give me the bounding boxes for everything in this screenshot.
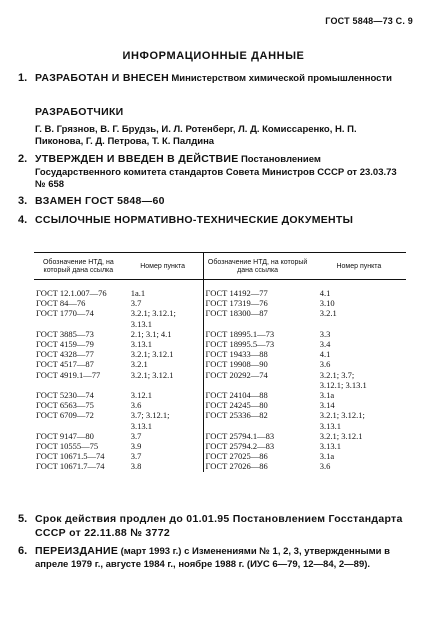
item-number: 2. — [18, 153, 28, 165]
paragraph-number: 3.2.1 — [130, 359, 148, 370]
item-text: Срок действия продлен до 01.01.95 Постановлением Госстандарта СССР от 22.11.88 № 3772 — [35, 513, 403, 539]
ntd-designation: ГОСТ 10555—75 — [36, 441, 99, 452]
ntd-designation: ГОСТ 9147—80 — [36, 430, 94, 441]
page-title: ИНФОРМАЦИОННЫЕ ДАННЫЕ — [122, 50, 305, 62]
paragraph-number: 3.8 — [130, 461, 142, 472]
table-row — [34, 329, 406, 339]
paragraph-number: 3.1а — [319, 390, 335, 401]
table-row — [34, 461, 406, 471]
ntd-designation: ГОСТ 19908—90 — [205, 359, 268, 370]
table-row — [34, 308, 406, 328]
paragraph-number: 3.2.1; 3.12.1 — [130, 349, 174, 360]
paragraph-number: 3.2.1; 3.12.1; — [319, 410, 365, 421]
ntd-designation: ГОСТ 18995.5—73 — [205, 339, 275, 350]
developers-list: Г. В. Грязнов, В. Г. Брудзь, И. Л. Ротенберг, Л. Д. Комиссаренко, Н. П. Пиконова, Г. Д. Петрова, Т. К. Палдина — [35, 123, 357, 147]
paragraph-cell — [123, 339, 203, 349]
paragraph-number: 3.2.1; 3.12.1; — [130, 308, 176, 319]
paragraph-number: 3.2.1 — [319, 308, 337, 319]
paragraph-number: 3.2.1; 3.12.1 — [319, 430, 363, 441]
paragraph-number: 3.12.1; 3.13.1 — [319, 379, 367, 390]
ntd-designation: ГОСТ 6709—72 — [36, 410, 94, 421]
ntd-designation: ГОСТ 5230—74 — [36, 390, 94, 401]
paragraph-number: 3.6 — [130, 400, 142, 411]
paragraph-number: 4.1 — [319, 288, 331, 298]
paragraph-number: 3.13.1 — [319, 441, 341, 452]
paragraph-number: 3.6 — [319, 461, 331, 472]
ntd-designation: ГОСТ 10671.7—74 — [36, 461, 105, 472]
item-text: (март 1993 г.) с Изменениями № 1, 2, 3, утвержденными в апреле 1979 г., августе 1984 г., ноябре 1988 г. (ИУС 6—79, 12—84, 2—89). — [35, 546, 390, 570]
paragraph-cell — [312, 339, 406, 349]
ntd-designation: ГОСТ 25794.1—83 — [205, 430, 275, 441]
item-number: 6. — [18, 545, 28, 557]
item-heading: ВЗАМЕН ГОСТ 5848—60 — [35, 195, 165, 207]
ntd-designation: ГОСТ 19433—88 — [205, 349, 268, 360]
item-1 — [18, 72, 405, 86]
table-row — [34, 441, 406, 451]
table-row — [34, 410, 406, 430]
paragraph-cell — [123, 298, 203, 308]
ntd-designation: ГОСТ 3885—73 — [36, 328, 94, 339]
paragraph-number: 3.13.1 — [319, 420, 341, 431]
ntd-designation: ГОСТ 6563—75 — [36, 400, 94, 411]
paragraph-number: 3.13.1 — [130, 339, 152, 350]
item-heading: УТВЕРЖДЕН И ВВЕДЕН В ДЕЙСТВИЕ — [35, 153, 239, 165]
paragraph-cell — [123, 329, 203, 339]
ntd-designation: ГОСТ 18300—87 — [205, 308, 268, 319]
paragraph-cell — [123, 390, 203, 400]
developers — [35, 106, 405, 149]
ntd-designation: ГОСТ 24104—88 — [205, 390, 268, 401]
item-number: 3. — [18, 195, 28, 207]
paragraph-cell — [312, 390, 406, 400]
reference-table — [34, 252, 406, 472]
table-row — [34, 298, 406, 308]
paragraph-number: 1а.1 — [130, 288, 146, 298]
paragraph-number: 3.2.1; 3.7; — [319, 369, 355, 380]
paragraph-cell — [312, 400, 406, 410]
ntd-designation: ГОСТ 25336—82 — [205, 410, 268, 421]
paragraph-cell — [312, 451, 406, 461]
paragraph-number: 3.4 — [319, 339, 331, 350]
paragraph-cell — [123, 349, 203, 359]
column-header: Номер пункта — [123, 253, 203, 280]
paragraph-cell — [312, 359, 406, 369]
table-row — [34, 359, 406, 369]
paragraph-number: 4.1 — [319, 349, 331, 360]
page-header: ГОСТ 5848—73 С. 9 — [325, 16, 413, 26]
paragraph-cell — [312, 298, 406, 308]
paragraph-cell — [312, 431, 406, 441]
paragraph-number: 3.7 — [130, 430, 142, 441]
paragraph-number: 3.2.1; 3.12.1 — [130, 369, 174, 380]
table-row — [34, 370, 406, 390]
paragraph-number: 3.1а — [319, 451, 335, 462]
paragraph-cell — [312, 410, 406, 430]
table-row — [34, 339, 406, 349]
item-6 — [18, 545, 405, 571]
paragraph-cell — [123, 431, 203, 441]
item-5 — [18, 513, 405, 540]
paragraph-cell — [312, 461, 406, 471]
item-4 — [18, 214, 405, 228]
paragraph-number: 3.7; 3.12.1; — [130, 410, 170, 421]
paragraph-number: 3.13.1 — [130, 318, 152, 329]
paragraph-cell — [312, 329, 406, 339]
ntd-designation: ГОСТ 12.1.007—76 — [36, 288, 107, 298]
paragraph-number: 3.7 — [130, 451, 142, 462]
paragraph-cell — [123, 441, 203, 451]
ntd-designation: ГОСТ 20292—74 — [205, 369, 268, 380]
paragraph-number: 3.3 — [319, 328, 331, 339]
paragraph-cell — [123, 359, 203, 369]
table-row — [34, 390, 406, 400]
paragraph-cell — [123, 451, 203, 461]
paragraph-number: 3.6 — [319, 359, 331, 370]
table-row — [34, 431, 406, 441]
item-number: 5. — [18, 513, 28, 525]
paragraph-number: 3.9 — [130, 441, 142, 452]
ntd-designation: ГОСТ 4328—77 — [36, 349, 94, 360]
paragraph-cell — [123, 461, 203, 471]
paragraph-cell — [123, 410, 203, 430]
ntd-designation: ГОСТ 84—76 — [36, 298, 86, 309]
paragraph-number: 3.14 — [319, 400, 335, 411]
column-header: Номер пункта — [312, 253, 406, 280]
table-row — [34, 400, 406, 410]
table-header-row — [34, 253, 406, 280]
ntd-designation: ГОСТ 1770—74 — [36, 308, 94, 319]
column-header: Обозначение НТД, на который дана ссылка — [34, 253, 123, 280]
item-number: 1. — [18, 72, 28, 84]
ntd-designation: ГОСТ 4517—87 — [36, 359, 94, 370]
paragraph-cell — [123, 370, 203, 390]
paragraph-number: 2.1; 3.1; 4.1 — [130, 328, 172, 339]
ntd-designation: ГОСТ 4919.1—77 — [36, 369, 101, 380]
ntd-designation: ГОСТ 18995.1—73 — [205, 328, 275, 339]
ntd-designation: ГОСТ 27025—86 — [205, 451, 268, 462]
item-3 — [18, 195, 405, 209]
paragraph-number: 3.10 — [319, 298, 335, 309]
table-row — [34, 280, 406, 299]
paragraph-number: 3.7 — [130, 298, 142, 309]
item-number: 4. — [18, 214, 28, 226]
ntd-designation: ГОСТ 24245—80 — [205, 400, 268, 411]
item-heading: ССЫЛОЧНЫЕ НОРМАТИВНО-ТЕХНИЧЕСКИЕ ДОКУМЕНТЫ — [35, 214, 354, 226]
table-row — [34, 451, 406, 461]
item-heading: ПЕРЕИЗДАНИЕ — [35, 545, 119, 557]
paragraph-cell — [123, 280, 203, 299]
ntd-designation: ГОСТ 4159—79 — [36, 339, 94, 350]
item-2 — [18, 153, 405, 192]
table-row — [34, 349, 406, 359]
paragraph-cell — [312, 370, 406, 390]
developers-heading: РАЗРАБОТЧИКИ — [35, 106, 124, 118]
paragraph-cell — [312, 441, 406, 451]
paragraph-cell — [312, 308, 406, 328]
ntd-designation: ГОСТ 27026—86 — [205, 461, 268, 472]
ntd-designation: ГОСТ 10671.5—74 — [36, 451, 105, 462]
paragraph-number: 3.12.1 — [130, 390, 152, 401]
item-heading: РАЗРАБОТАН И ВНЕСЕН — [35, 72, 169, 84]
ntd-designation: ГОСТ 14192—77 — [205, 288, 268, 298]
item-text: Постановлением Государственного комитета стандартов Совета Министров СССР от 23.03.73 № 658 — [35, 154, 397, 190]
ntd-designation: ГОСТ 17319—76 — [205, 298, 268, 309]
paragraph-cell — [123, 400, 203, 410]
paragraph-number: 3.13.1 — [130, 420, 152, 431]
paragraph-cell — [123, 308, 203, 328]
paragraph-cell — [312, 280, 406, 299]
ntd-designation: ГОСТ 25794.2—83 — [205, 441, 275, 452]
paragraph-cell — [312, 349, 406, 359]
item-text: Министерством химической промышленности — [171, 73, 392, 84]
column-header: Обозначение НТД, на который дана ссылка — [203, 253, 312, 280]
